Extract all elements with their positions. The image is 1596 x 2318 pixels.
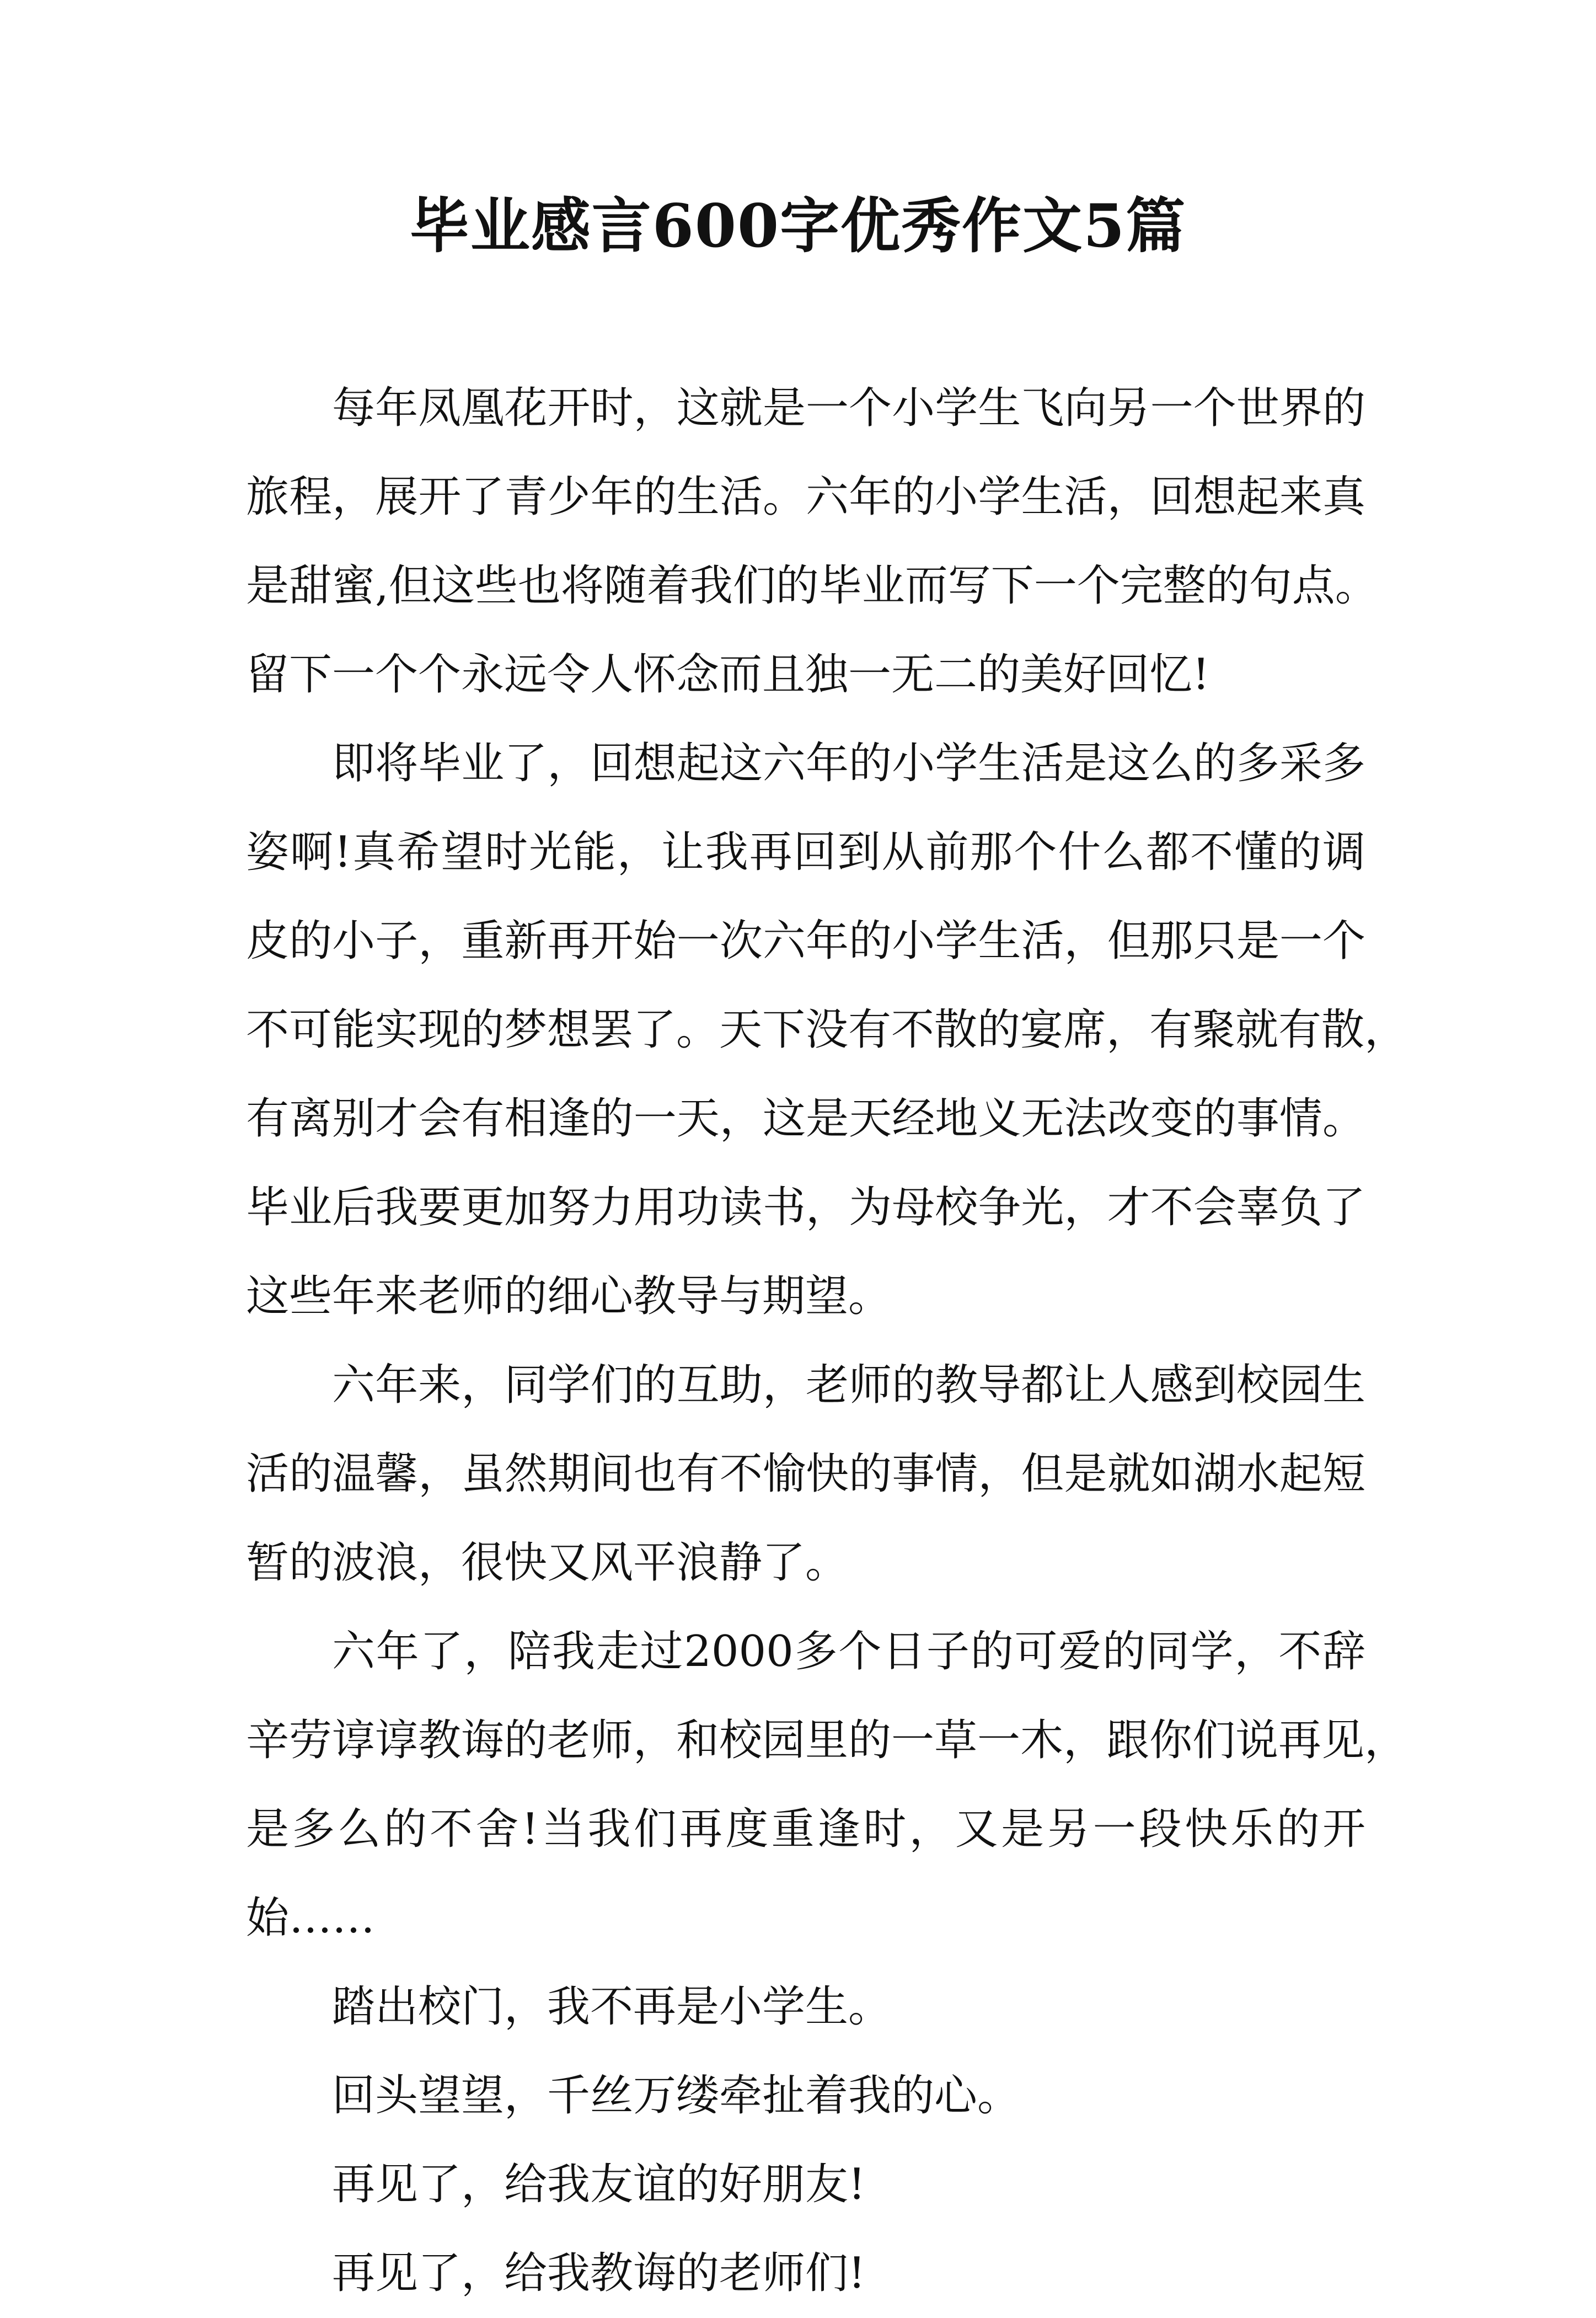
text-line: 即将毕业了，回想起这六年的小学生活是这么的多采多 [332, 739, 1365, 788]
text-line: 姿啊!真希望时光能，让我再回到从前那个什么都不懂的调 [246, 827, 1365, 877]
text-line: 留下一个个永远令人怀念而且独一无二的美好回忆! [246, 650, 1210, 699]
text-line: 不可能实现的梦想罢了。天下没有不散的宴席，有聚就有散， [246, 1005, 1408, 1055]
text-line: 踏出校门，我不再是小学生。 [332, 1982, 892, 2032]
text-line: 旅程，展开了青少年的生活。六年的小学生活，回想起来真 [246, 472, 1365, 522]
text-line: 再见了，给我友谊的好朋友! [332, 2160, 866, 2209]
text-line: 皮的小子，重新再开始一次六年的小学生活，但那只是一个 [246, 916, 1365, 966]
text-line: 这些年来老师的细心教导与期望。 [246, 1272, 892, 1321]
text-line: 有离别才会有相逢的一天，这是天经地义无法改变的事情。 [246, 1094, 1365, 1144]
text-line: 再见了，给我教诲的老师们! [332, 2248, 866, 2298]
text-line: 六年了，陪我走过2000多个日子的可爱的同学，不辞 [332, 1627, 1365, 1676]
text-line: 每年凤凰花开时，这就是一个小学生飞向另一个世界的 [332, 383, 1365, 433]
text-line: 活的温馨，虽然期间也有不愉快的事情，但是就如湖水起短 [246, 1449, 1365, 1499]
text-line: 是甜蜜,但这些也将随着我们的毕业而写下一个完整的句点。 [246, 561, 1378, 611]
text-line: 始…… [246, 1893, 376, 1943]
text-line: 毕业后我要更加努力用功读书，为母校争光，才不会辜负了 [246, 1183, 1365, 1232]
document-body [246, 364, 1408, 2318]
text-line: 暂的波浪，很快又风平浪静了。 [246, 1538, 849, 1588]
text-line: 六年来，同学们的互助，老师的教导都让人感到校园生 [332, 1360, 1365, 1410]
text-line: 是多么的不舍!当我们再度重逢时，又是另一段快乐的开 [246, 1804, 1365, 1854]
text-line: 辛劳谆谆教诲的老师，和校园里的一草一木，跟你们说再见， [246, 1716, 1408, 1765]
text-line: 回头望望，千丝万缕牵扯着我的心。 [332, 2071, 1021, 2121]
document-title: 毕业感言600字优秀作文5篇 [409, 191, 1187, 261]
